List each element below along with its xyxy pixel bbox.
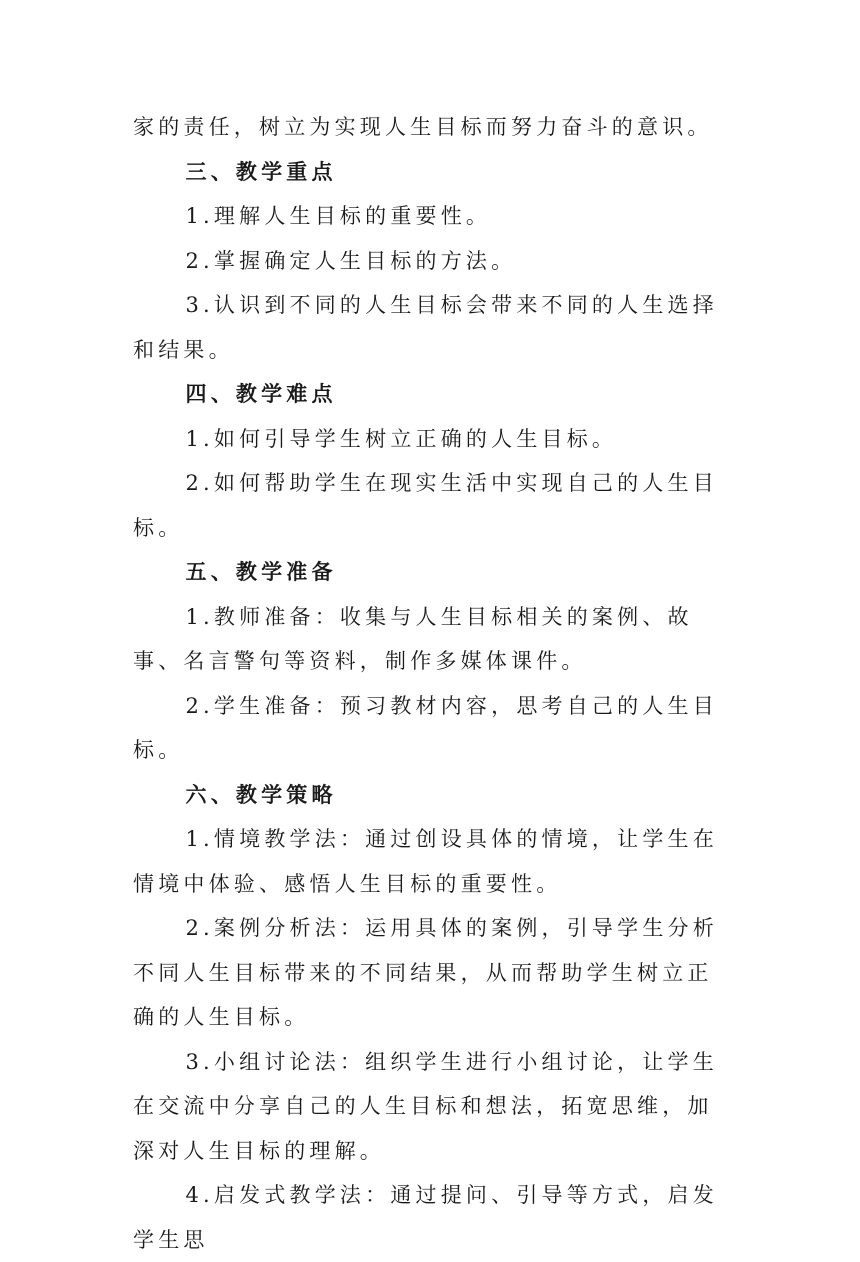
- preparation-student: 2.学生准备：预习教材内容，思考自己的人生目标。: [133, 693, 718, 762]
- preparation-teacher: 1.教师准备：收集与人生目标相关的案例、故事、名言警句等资料，制作多媒体课件。: [133, 604, 693, 673]
- section-heading-strategies: 六、教学策略: [185, 782, 337, 807]
- key-point-1: 1.理解人生目标的重要性。: [185, 204, 492, 228]
- strategy-4: 4.启发式教学法：通过提问、引导等方式，启发学生思: [133, 1183, 718, 1252]
- strategy-3: 3.小组讨论法：组织学生进行小组讨论，让学生在交流中分享自己的人生目标和想法，拓宽思维，加深对人生目标的理解。: [133, 1049, 718, 1163]
- difficulty-2: 2.如何帮助学生在现实生活中实现自己的人生目标。: [133, 471, 718, 540]
- difficulty-1: 1.如何引导学生树立正确的人生目标。: [185, 426, 618, 451]
- section-heading-difficulties: 四、教学难点: [185, 382, 337, 406]
- section-heading-key-points: 三、教学重点: [185, 159, 337, 184]
- document-body: [133, 105, 733, 1262]
- strategy-2: 2.案例分析法：运用具体的案例，引导学生分析不同人生目标带来的不同结果，从而帮助学生树立正确的人生目标。: [133, 916, 718, 1029]
- section-heading-preparation: 五、教学准备: [185, 560, 337, 584]
- key-point-2: 2.掌握确定人生目标的方法。: [185, 248, 517, 273]
- paragraph-continued: 家的责任，树立为实现人生目标而努力奋斗的意识。: [133, 115, 713, 139]
- key-point-3: 3.认识到不同的人生目标会带来不同的人生选择和结果。: [133, 293, 718, 362]
- strategy-1: 1.情境教学法：通过创设具体的情境，让学生在情境中体验、感悟人生目标的重要性。: [133, 827, 718, 896]
